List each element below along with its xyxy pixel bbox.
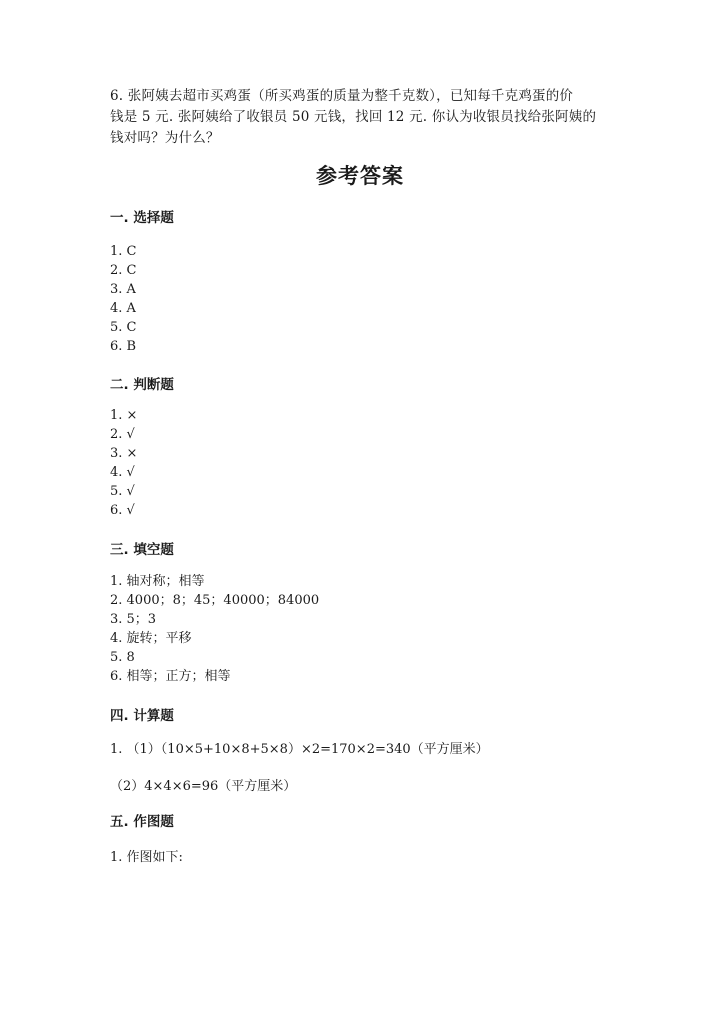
list-item: 2. √	[110, 427, 135, 442]
section-heading-judge: 二. 判断题	[110, 377, 174, 393]
list-item: 3. A	[110, 282, 136, 297]
list-item: 1. 轴对称；相等	[110, 574, 205, 589]
question-line-1: 6. 张阿姨去超市买鸡蛋（所买鸡蛋的质量为整千克数），已知每千克鸡蛋的价	[110, 88, 574, 104]
list-item: 3. ×	[110, 446, 138, 461]
list-item: 4. √	[110, 465, 135, 480]
list-item: 3. 5；3	[110, 612, 157, 627]
question-line-3: 钱对吗？为什么？	[110, 130, 220, 146]
choice-answer-list	[110, 242, 136, 356]
draw-answer-line-1: 1. 作图如下:	[110, 850, 183, 865]
question-6	[110, 86, 610, 149]
list-item: 5. √	[110, 484, 135, 499]
calc-answer-line-1: 1. （1）（10×5+10×8+5×8）×2=170×2=340（平方厘米）	[110, 742, 489, 757]
question-line-2: 钱是 5 元. 张阿姨给了收银员 50 元钱，找回 12 元. 你认为收银员找给张阿姨的	[110, 109, 597, 125]
list-item: 6. √	[110, 503, 135, 518]
section-heading-calc: 四. 计算题	[110, 708, 174, 724]
section-heading-draw: 五. 作图题	[110, 814, 174, 830]
list-item: 1. C	[110, 244, 137, 259]
fill-answer-list	[110, 572, 319, 686]
list-item: 1. ×	[110, 408, 138, 423]
list-item: 5. C	[110, 320, 137, 335]
judge-answer-list	[110, 406, 137, 520]
list-item: 5. 8	[110, 650, 135, 665]
list-item: 6. B	[110, 339, 137, 354]
answer-title: 参考答案	[316, 164, 404, 188]
section-heading-fill: 三. 填空题	[110, 542, 174, 558]
list-item: 4. 旋转；平移	[110, 631, 192, 646]
list-item: 2. C	[110, 263, 137, 278]
calc-answer-line-2: （2）4×4×6=96（平方厘米）	[110, 779, 297, 794]
list-item: 4. A	[110, 301, 136, 316]
list-item: 2. 4000；8；45；40000；84000	[110, 593, 320, 608]
list-item: 6. 相等；正方；相等	[110, 669, 231, 684]
section-heading-choice: 一. 选择题	[110, 210, 174, 226]
